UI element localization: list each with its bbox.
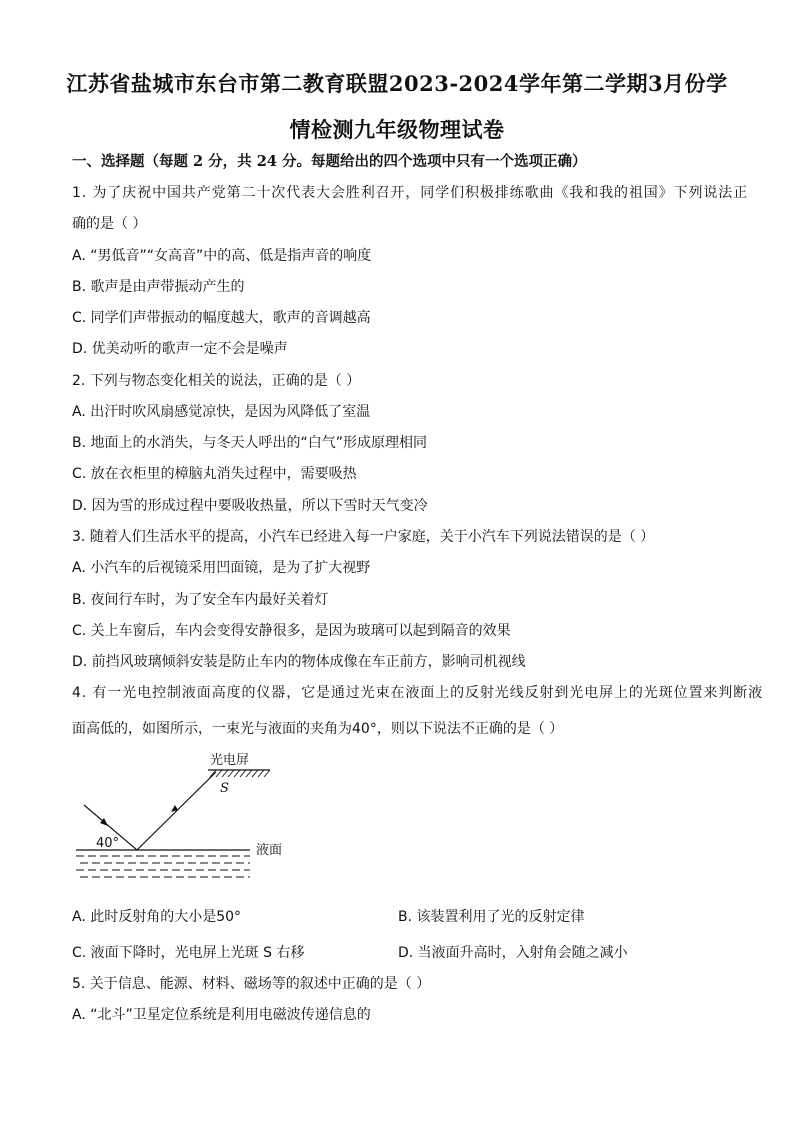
- exam-title-line2: 情检测九年级物理试卷: [289, 117, 505, 142]
- question-4-option-c: C. 液面下降时，光电屏上光斑 S 右移: [72, 945, 305, 961]
- question-2-option-d: D. 因为雪的形成过程中要吸收热量，所以下雪时天气变冷: [72, 498, 428, 514]
- question-4-option-a: A. 此时反射角的大小是50°: [72, 909, 242, 925]
- question-2-stem: 2. 下列与物态变化相关的说法，正确的是（ ）: [72, 373, 361, 389]
- question-3-option-b: B. 夜间行车时，为了安全车内最好关着灯: [72, 592, 329, 608]
- question-1-stem-cont: 确的是（ ）: [72, 216, 147, 232]
- question-4-option-b: B. 该装置利用了光的反射定律: [398, 909, 585, 925]
- angle-label: 40°: [96, 836, 120, 851]
- question-3-option-a: A. 小汽车的后视镜采用凹面镜，是为了扩大视野: [72, 560, 371, 576]
- question-1-option-a: A. “男低音”“女高音”中的高、低是指声音的响度: [72, 248, 372, 264]
- exam-title-line1: 江苏省盐城市东台市第二教育联盟2023-2024学年第二学期3月份学: [66, 71, 728, 96]
- question-4-stem-cont: 面高低的，如图所示，一束光与液面的夹角为40°，则以下说法不正确的是（ ）: [72, 721, 564, 737]
- question-2-option-b: B. 地面上的水消失，与冬天人呼出的“白气”形成原理相同: [72, 435, 428, 451]
- reflected-ray: [137, 772, 216, 850]
- question-3-option-d: D. 前挡风玻璃倾斜安装是防止车内的物体成像在车正前方，影响司机视线: [72, 654, 526, 670]
- section-heading: 一、选择题（每题 2 分，共 24 分。每题给出的四个选项中只有一个选项正确）: [72, 153, 587, 170]
- liquid-body: [76, 856, 250, 877]
- question-5-stem: 5. 关于信息、能源、材料、磁场等的叙述中正确的是（ ）: [72, 976, 431, 992]
- question-4-stem: 4. 有一光电控制液面高度的仪器，它是通过光束在液面上的反射光线反射到光电屏上的光斑位置来判断液: [72, 685, 764, 701]
- question-4-option-d: D. 当液面升高时，入射角会随之减小: [398, 945, 628, 961]
- question-1-stem: 1. 为了庆祝中国共产党第二十次代表大会胜利召开，同学们积极排练歌曲《我和我的祖国》下列说法正: [72, 185, 749, 201]
- spot-label: S: [220, 781, 229, 796]
- reflection-diagram: [70, 750, 300, 890]
- question-3-stem: 3. 随着人们生活水平的提高，小汽车已经进入每一户家庭，关于小汽车下列说法错误的是（ ）: [72, 529, 655, 545]
- screen-hatching: [210, 770, 270, 777]
- surface-label: 液面: [256, 843, 283, 858]
- question-5-option-a: A. “北斗”卫星定位系统是利用电磁波传递信息的: [72, 1007, 371, 1023]
- question-1-option-b: B. 歌声是由声带振动产生的: [72, 279, 245, 295]
- question-1-option-d: D. 优美动听的歌声一定不会是噪声: [72, 341, 288, 357]
- question-1-option-c: C. 同学们声带振动的幅度越大，歌声的音调越高: [72, 310, 371, 326]
- question-2-option-c: C. 放在衣柜里的樟脑丸消失过程中，需要吸热: [72, 466, 357, 482]
- question-2-option-a: A. 出汗时吹风扇感觉凉快，是因为风降低了室温: [72, 404, 371, 420]
- question-3-option-c: C. 关上车窗后，车内会变得安静很多，是因为玻璃可以起到隔音的效果: [72, 623, 511, 639]
- screen-label: 光电屏: [210, 753, 250, 768]
